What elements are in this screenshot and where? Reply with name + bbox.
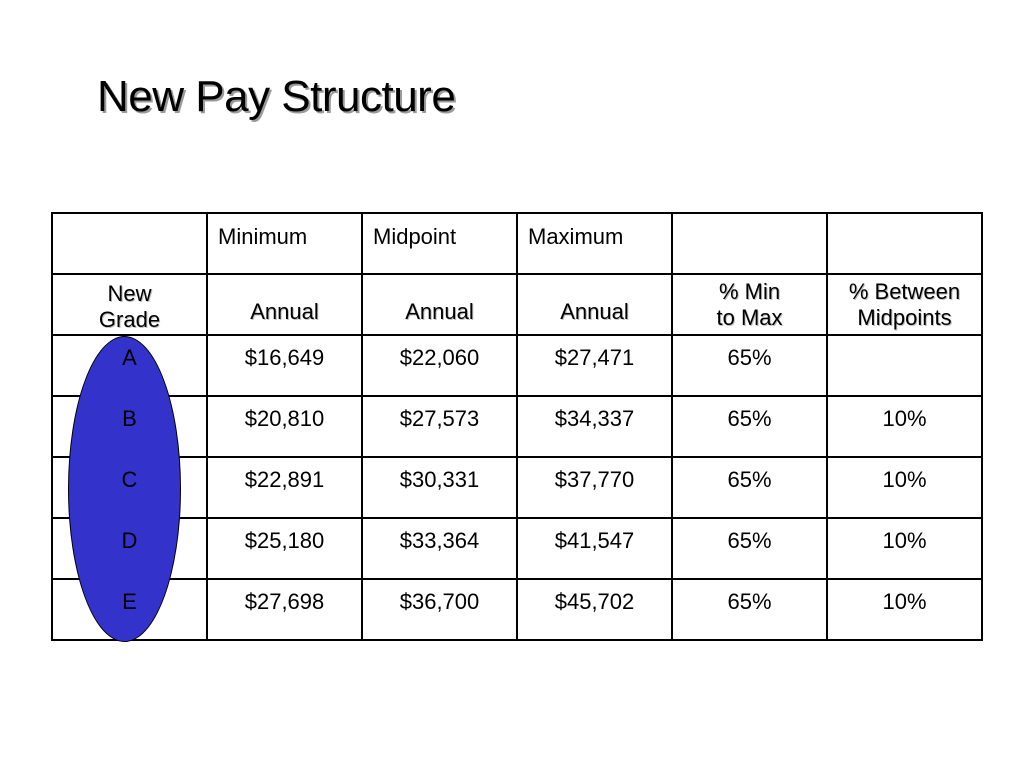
pay-structure-table <box>51 212 983 641</box>
max-cell: $27,471 <box>517 335 672 396</box>
grade-label: B <box>122 406 137 431</box>
pct-between-cell: 10% <box>827 579 982 640</box>
min-cell: $27,698 <box>207 579 362 640</box>
min-cell: $22,891 <box>207 457 362 518</box>
max-cell: $41,547 <box>517 518 672 579</box>
table-row <box>52 518 982 579</box>
header-row-1 <box>52 213 982 274</box>
table-row <box>52 579 982 640</box>
grade-label: A <box>122 345 137 370</box>
pct-min-max-cell: 65% <box>672 396 827 457</box>
pct-min-max-cell: 65% <box>672 579 827 640</box>
header-cell-pct-between <box>827 274 982 335</box>
header-cell-mid-annual: Annual <box>362 274 517 335</box>
header-cell-midpoint: Midpoint <box>362 213 517 274</box>
header-label: % Between <box>848 278 961 304</box>
header-cell-minimum: Minimum <box>207 213 362 274</box>
header-label: % Min <box>718 278 781 304</box>
header-label: Midpoints <box>857 304 952 330</box>
pct-min-max-cell: 65% <box>672 518 827 579</box>
header-label: Grade <box>98 306 161 332</box>
grade-label: E <box>122 589 137 614</box>
max-cell: $34,337 <box>517 396 672 457</box>
header-cell-new-grade <box>52 274 207 335</box>
slide-title: New Pay Structure <box>97 72 456 121</box>
max-cell: $37,770 <box>517 457 672 518</box>
pay-structure-table-wrap <box>51 212 983 640</box>
mid-cell: $36,700 <box>362 579 517 640</box>
min-cell: $25,180 <box>207 518 362 579</box>
mid-cell: $22,060 <box>362 335 517 396</box>
header-cell <box>52 213 207 274</box>
pct-between-cell: 10% <box>827 396 982 457</box>
table-row <box>52 457 982 518</box>
table-row <box>52 335 982 396</box>
mid-cell: $30,331 <box>362 457 517 518</box>
header-cell-maximum: Maximum <box>517 213 672 274</box>
header-cell <box>827 213 982 274</box>
header-cell-min-annual: Annual <box>207 274 362 335</box>
max-cell: $45,702 <box>517 579 672 640</box>
header-cell <box>672 213 827 274</box>
grade-label: D <box>121 528 138 553</box>
header-cell-max-annual: Annual <box>517 274 672 335</box>
pct-min-max-cell: 65% <box>672 457 827 518</box>
header-row-2 <box>52 274 982 335</box>
pct-between-cell: 10% <box>827 518 982 579</box>
header-label: to Max <box>716 304 783 330</box>
pct-between-cell: 10% <box>827 457 982 518</box>
header-cell-pct-min-max <box>672 274 827 335</box>
min-cell: $16,649 <box>207 335 362 396</box>
min-cell: $20,810 <box>207 396 362 457</box>
pct-between-cell <box>827 335 982 396</box>
mid-cell: $33,364 <box>362 518 517 579</box>
table-row <box>52 396 982 457</box>
pct-min-max-cell: 65% <box>672 335 827 396</box>
header-label: New <box>107 280 152 306</box>
mid-cell: $27,573 <box>362 396 517 457</box>
grade-label: C <box>121 467 138 492</box>
